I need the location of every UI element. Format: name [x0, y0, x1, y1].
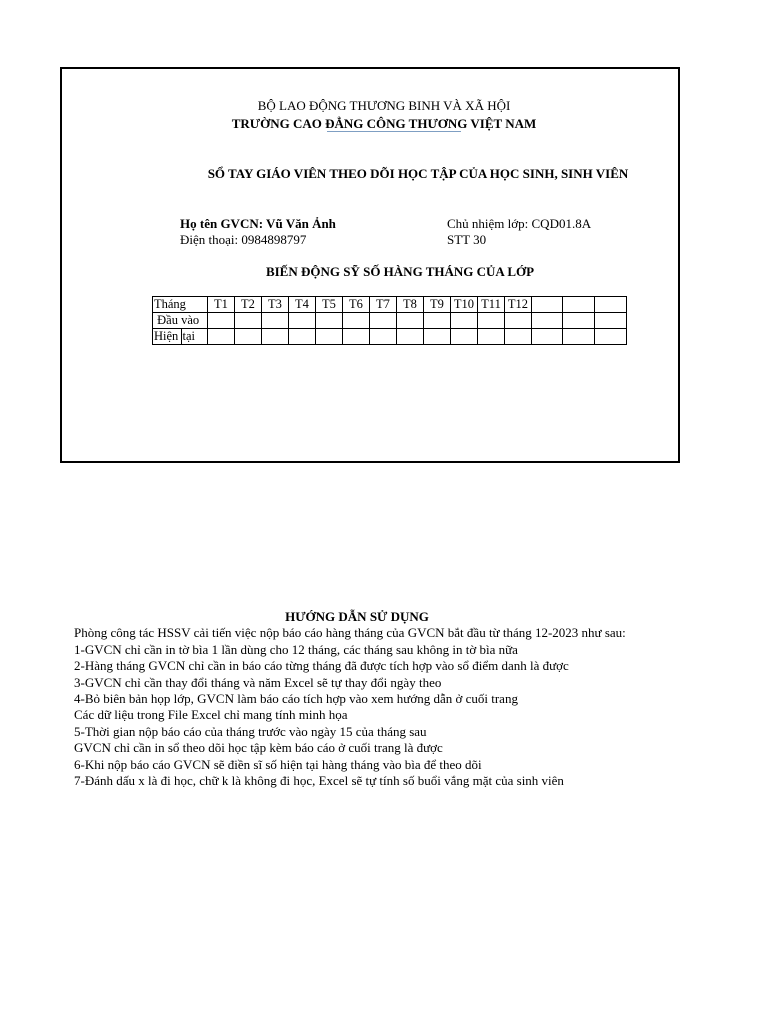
table-row [153, 313, 627, 329]
row-label-cell: Đầu vào [153, 313, 208, 329]
row-label-cell: tại [181, 329, 207, 345]
teacher-name: Họ tên GVCN: Vũ Văn Ảnh [180, 216, 336, 231]
month-cell [532, 297, 563, 313]
month-cell: T12 [505, 297, 532, 313]
table-row [153, 297, 627, 313]
guide-line: 4-Bỏ biên bản họp lớp, GVCN làm báo cáo tích hợp vào xem hướng dẫn ở cuối trang [74, 691, 518, 707]
month-cell: T10 [451, 297, 478, 313]
guide-line: GVCN chỉ cần in sổ theo dõi học tập kèm báo cáo ở cuối trang là được [74, 740, 443, 756]
row-label-cell: Hiện [153, 329, 182, 345]
month-cell: T2 [235, 297, 262, 313]
guide-line: 2-Hàng tháng GVCN chỉ cần in báo cáo từng tháng đã được tích hợp vào sổ điểm danh là được [74, 658, 569, 674]
usage-guide [74, 609, 694, 789]
month-cell: T8 [397, 297, 424, 313]
guide-line: 1-GVCN chỉ cần in tờ bìa 1 lần dùng cho 12 tháng, các tháng sau không in tờ bìa nữa [74, 641, 518, 657]
guide-line: 5-Thời gian nộp báo cáo của tháng trước vào ngày 15 của tháng sau [74, 723, 427, 739]
month-cell: T4 [289, 297, 316, 313]
guide-line: 6-Khi nộp báo cáo GVCN sẽ điền sĩ số hiện tại hàng tháng vào bìa để theo dõi [74, 756, 482, 772]
stt-label: STT 30 [447, 232, 487, 247]
month-cell: T3 [262, 297, 289, 313]
month-cell: T6 [343, 297, 370, 313]
guide-line: Phòng công tác HSSV cải tiến việc nộp báo cáo hàng tháng của GVCN bắt đầu từ tháng 12-2023 như sau: [74, 625, 626, 641]
guide-line: 7-Đánh dấu x là đi học, chữ k là không đi học, Excel sẽ tự tính số buổi vắng mặt của sinh viên [74, 773, 564, 789]
teacher-phone: Điện thoại: 0984898797 [180, 232, 307, 247]
month-cell: T11 [478, 297, 505, 313]
month-cell [595, 297, 627, 313]
month-cell: T7 [370, 297, 397, 313]
enrollment-table [152, 296, 627, 345]
guide-line: Các dữ liệu trong File Excel chỉ mang tính minh họa [74, 707, 348, 723]
class-label: Chủ nhiệm lớp: CQD01.8A [447, 216, 592, 231]
month-cell: T9 [424, 297, 451, 313]
table-row [153, 329, 627, 345]
month-cell [563, 297, 595, 313]
school-underline [327, 131, 461, 132]
guide-title: HƯỚNG DẪN SỬ DỤNG [285, 609, 429, 624]
table-title: BIẾN ĐỘNG SỸ SỐ HÀNG THÁNG CỦA LỚP [265, 264, 535, 279]
ministry-line: BỘ LAO ĐỘNG THƯƠNG BINH VÀ XÃ HỘI [257, 98, 511, 113]
book-title: SỔ TAY GIÁO VIÊN THEO DÕI HỌC TẬP CỦA HỌC SINH, SINH VIÊN [207, 166, 629, 181]
month-cell: T1 [208, 297, 235, 313]
school-name: TRƯỜNG CAO ĐẲNG CÔNG THƯƠNG VIỆT NAM [231, 116, 537, 131]
guide-line: 3-GVCN chỉ cần thay đổi tháng và năm Excel sẽ tự thay đổi ngày theo [74, 674, 442, 690]
month-cell: T5 [316, 297, 343, 313]
header-label-cell: Tháng [153, 297, 208, 313]
